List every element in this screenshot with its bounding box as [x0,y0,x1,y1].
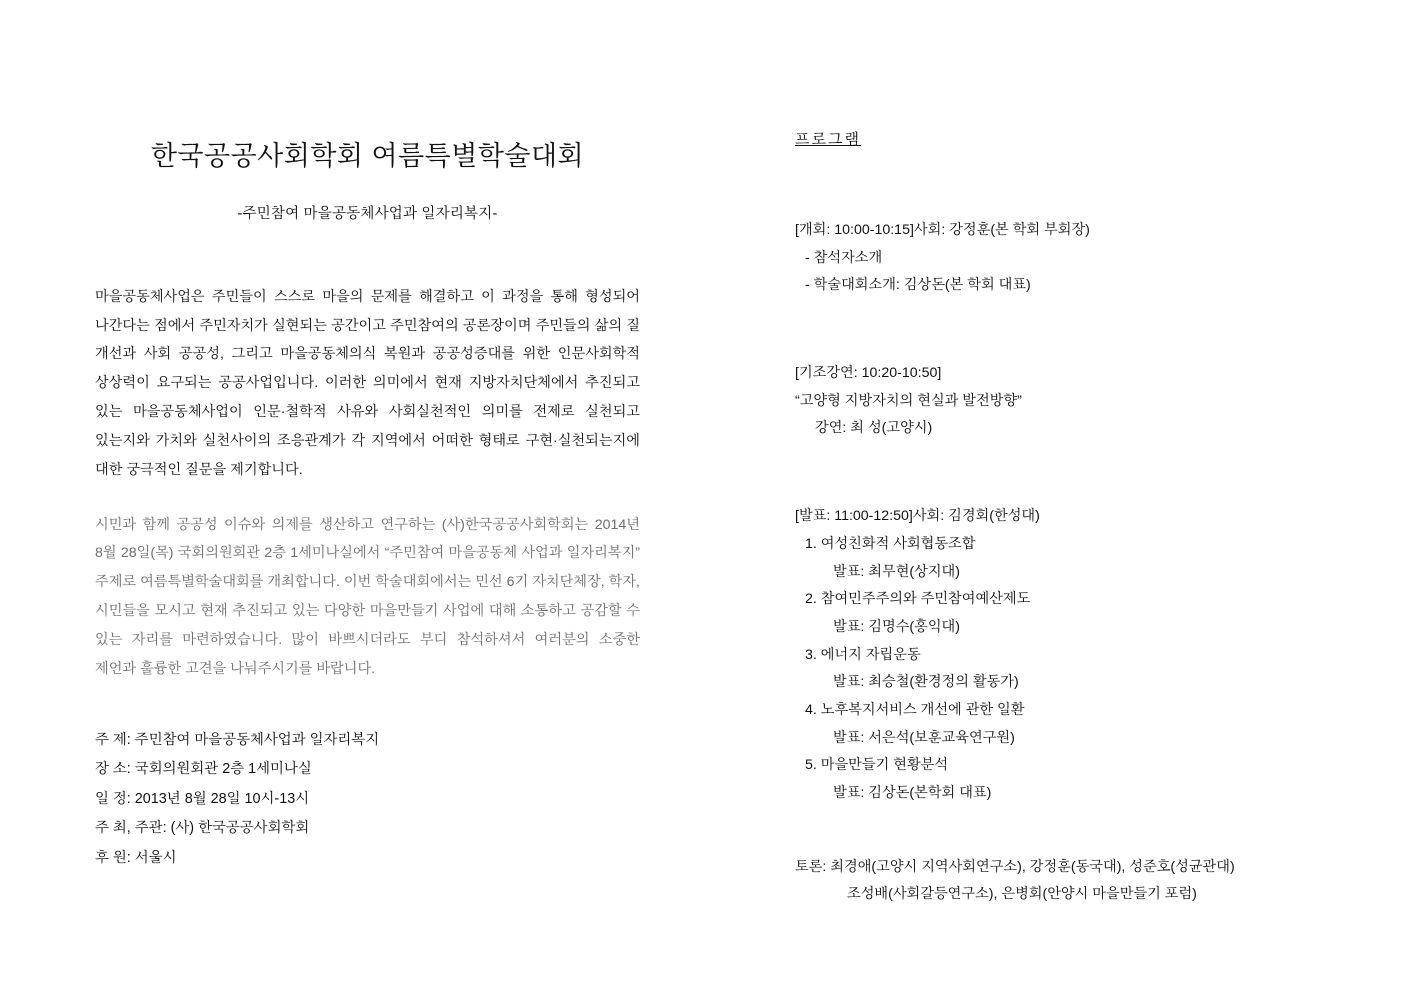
discussion-line-2: 조성배(사회갈등연구소), 은병회(안양시 마을만들기 포럼) [847,886,1197,903]
opening-item-participants: - 참석자소개 [805,249,883,266]
presentation-header: [발표: 11:00-12:50]사회: 김경회(한성대) [795,508,1040,525]
program-keynote-block [795,360,1315,443]
intro-paragraph-1: 마을공동체사업은 주민들이 스스로 마을의 문제를 해결하고 이 과정을 통해 형성되어 나간다는 점에서 주민자치가 실현되는 공간이고 주민참여의 공론장이며 주민들의 삶의 질 개선과 사회 공공성, 그리고 마을공동체의식 복원과 공공성증대를 위한 인문사회학적 상상력이 요구되는 공공사업입니다. 이러한 의미에서 현재 지방자치단체에서 추진되고 있는 마을공동체사업이 인문·철학적 사유와 사회실천적인 의미를 전제로 실천되고 있는지와 가치와 실천사이의 조응관계가 각 지역에서 어떠한 형태로 구현·실천되는지에 대한 궁극적인 질문을 제기합니다. [95,288,640,478]
info-row-place: 장 소: 국회의원회관 2층 1세미나실 [95,761,312,778]
info-row-subject: 주 제: 주민참여 마을공동체사업과 일자리복지 [95,731,380,748]
presentation-item-presenter: 발표: 김명수(홍익대) [833,618,960,635]
presentation-item-presenter: 발표: 최무현(상지대) [833,563,960,580]
info-row-host: 주 최, 주관: (사) 한국공공사회학회 [95,820,310,837]
presentation-item-title: 5. 마을만들기 현황분석 [805,757,949,774]
info-row-schedule: 일 정: 2013년 8월 28일 10시-13시 [95,790,310,807]
spacer-after-opening [795,326,1315,360]
left-column [95,140,640,873]
discussion-line-1: 토론: 최경애(고양시 지역사회연구소), 강정훈(동국대), 성준호(성균관대) [795,858,1235,875]
program-presentation-block [795,503,1315,808]
presentation-item-title: 3. 에너지 자립운동 [805,646,921,663]
keynote-speaker: 강연: 최 성(고양시) [815,420,933,437]
program-discussion-block [795,854,1315,909]
page-title: 한국공공사회학회 여름특별학술대회 [150,141,585,171]
keynote-topic: “고양형 지방자치의 현실과 발전방향” [795,392,1022,409]
right-column [795,128,1315,935]
keynote-header: [기조강연: 10:20-10:50] [795,365,942,382]
event-info-block [95,726,640,874]
info-row-sponsor: 후 원: 서울시 [95,849,177,866]
presentation-item-presenter: 발표: 최승철(환경정의 활동가) [833,674,1019,691]
presentation-item-presenter: 발표: 김상돈(본학회 대표) [833,785,992,801]
program-opening-block [795,217,1315,300]
opening-item-conference-intro: - 학술대회소개: 김상돈(본 학회 대표) [805,277,1031,294]
presentation-item-title: 1. 여성친화적 사회협동조합 [805,535,976,552]
program-heading: 프로그램 [795,131,861,148]
presentation-item-presenter: 발표: 서은석(보훈교육연구원) [833,729,1015,746]
presentation-item-title: 4. 노후복지서비스 개선에 관한 일환 [805,701,1025,718]
intro-paragraph-2: 시민과 함께 공공성 이슈와 의제를 생산하고 연구하는 (사)한국공공사회학회는 2014년 8월 28일(목) 국회의원회관 2층 1세미나실에서 “주민참여 마을공동체 사업과 일자리복지” 주제로 여름특별학술대회를 개최합니다. 이번 학술대회에서는 민선 6기 자치단체장, 학자, 시민들을 모시고 현재 추진되고 있는 다양한 마을만들기 사업에 대해 소통하고 공감할 수 있는 자리를 마련하였습니다. 많이 바쁘시더라도 부디 참석하셔서 여러분의 소중한 제언과 훌륭한 고견을 나눠주시기를 바랍니다. [95,516,640,677]
spacer-after-keynote [795,469,1315,503]
opening-header: [개회: 10:00-10:15]사회: 강정훈(본 학회 부회장) [795,222,1090,238]
presentation-item-title: 2. 참여민주주의와 주민참여예산제도 [805,591,1031,608]
page-subtitle: -주민참여 마을공동체사업과 일자리복지- [237,205,498,222]
